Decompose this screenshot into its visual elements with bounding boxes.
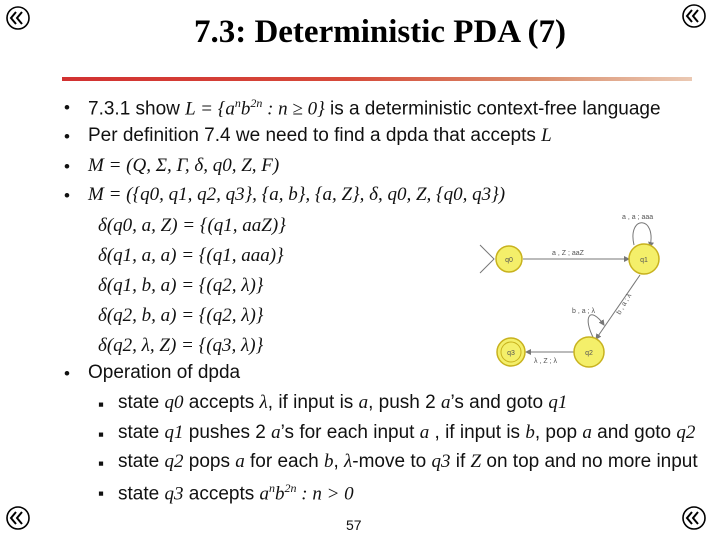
state-q3 [497,338,525,366]
edge-q1-loop [633,223,651,247]
double-angle-left-icon [682,506,706,530]
operation-heading: Operation of dpda [88,362,241,383]
title-divider [62,77,692,81]
sub-bullet-square: ▪ [98,395,105,414]
state-q2 [574,337,604,367]
bullet-dot: • [64,186,70,205]
sub-bullet-square: ▪ [98,484,105,503]
operation-item: state q1 pushes 2 a’s for each input a , if input is b, pop a and goto q2 [118,422,696,443]
pda-state-diagram [472,205,694,385]
sub-bullet-square: ▪ [98,454,105,473]
state-q1 [629,244,659,274]
double-angle-left-icon [6,506,30,530]
svg-text:q0: q0 [505,257,513,264]
label-q2-loop: b , a ; λ [572,308,595,315]
bullet-machine-tuple: M = (Q, Σ, Γ, δ, q0, Z, F) [88,155,280,176]
transition-rule: δ(q2, λ, Z) = {(q3, λ)} [98,335,264,356]
operation-item: state q0 accepts λ, if input is a, push 2 a’s and goto q1 [118,392,568,413]
operation-item: state q3 accepts $a^nb^{2n}$ : n > 0 [118,481,354,505]
label-q2-q3: λ , Z ; λ [534,358,557,365]
start-arrow-icon [480,245,494,273]
bullet-language: 7.3.1 show $L = \{a^nb^{2n}$ : n ≥ 0} is a deterministic context-free language [88,96,661,120]
bullet-definition: Per definition 7.4 we need to find a dpda that accepts L [88,125,552,146]
transition-rule: δ(q2, b, a) = {(q2, λ)} [98,305,264,326]
edge-q2-loop [588,315,604,339]
label-q1-q2: b , a ; λ [615,292,634,316]
svg-text:q1: q1 [640,257,648,264]
svg-text:q2: q2 [585,350,593,357]
operation-item: state q2 pops a for each b, λ-move to q3 if Z on top and no more input [118,451,698,472]
sub-bullet-square: ▪ [98,425,105,444]
state-q0 [496,246,522,272]
label-q1-loop: a , a ; aaa [622,214,654,221]
transition-rule: δ(q0, a, Z) = {(q1, aaZ)} [98,215,286,236]
bullet-dot: • [64,364,70,383]
bullet-dot: • [64,157,70,176]
label-q0-q1: a , Z ; aaZ [552,250,584,257]
page-number: 57 [346,517,362,533]
bullet-dot: • [64,98,70,117]
bullet-machine-definition: M = ({q0, q1, q2, q3}, {a, b}, {a, Z}, δ, q0, Z, {q0, q3}) [88,184,506,205]
transition-rule: δ(q1, a, a) = {(q1, aaa)} [98,245,284,266]
bullet-dot: • [64,127,70,146]
slide-title: 7.3: Deterministic PDA (7) [193,14,567,50]
svg-text:q3: q3 [507,350,515,357]
transition-rule: δ(q1, b, a) = {(q2, λ)} [98,275,264,296]
